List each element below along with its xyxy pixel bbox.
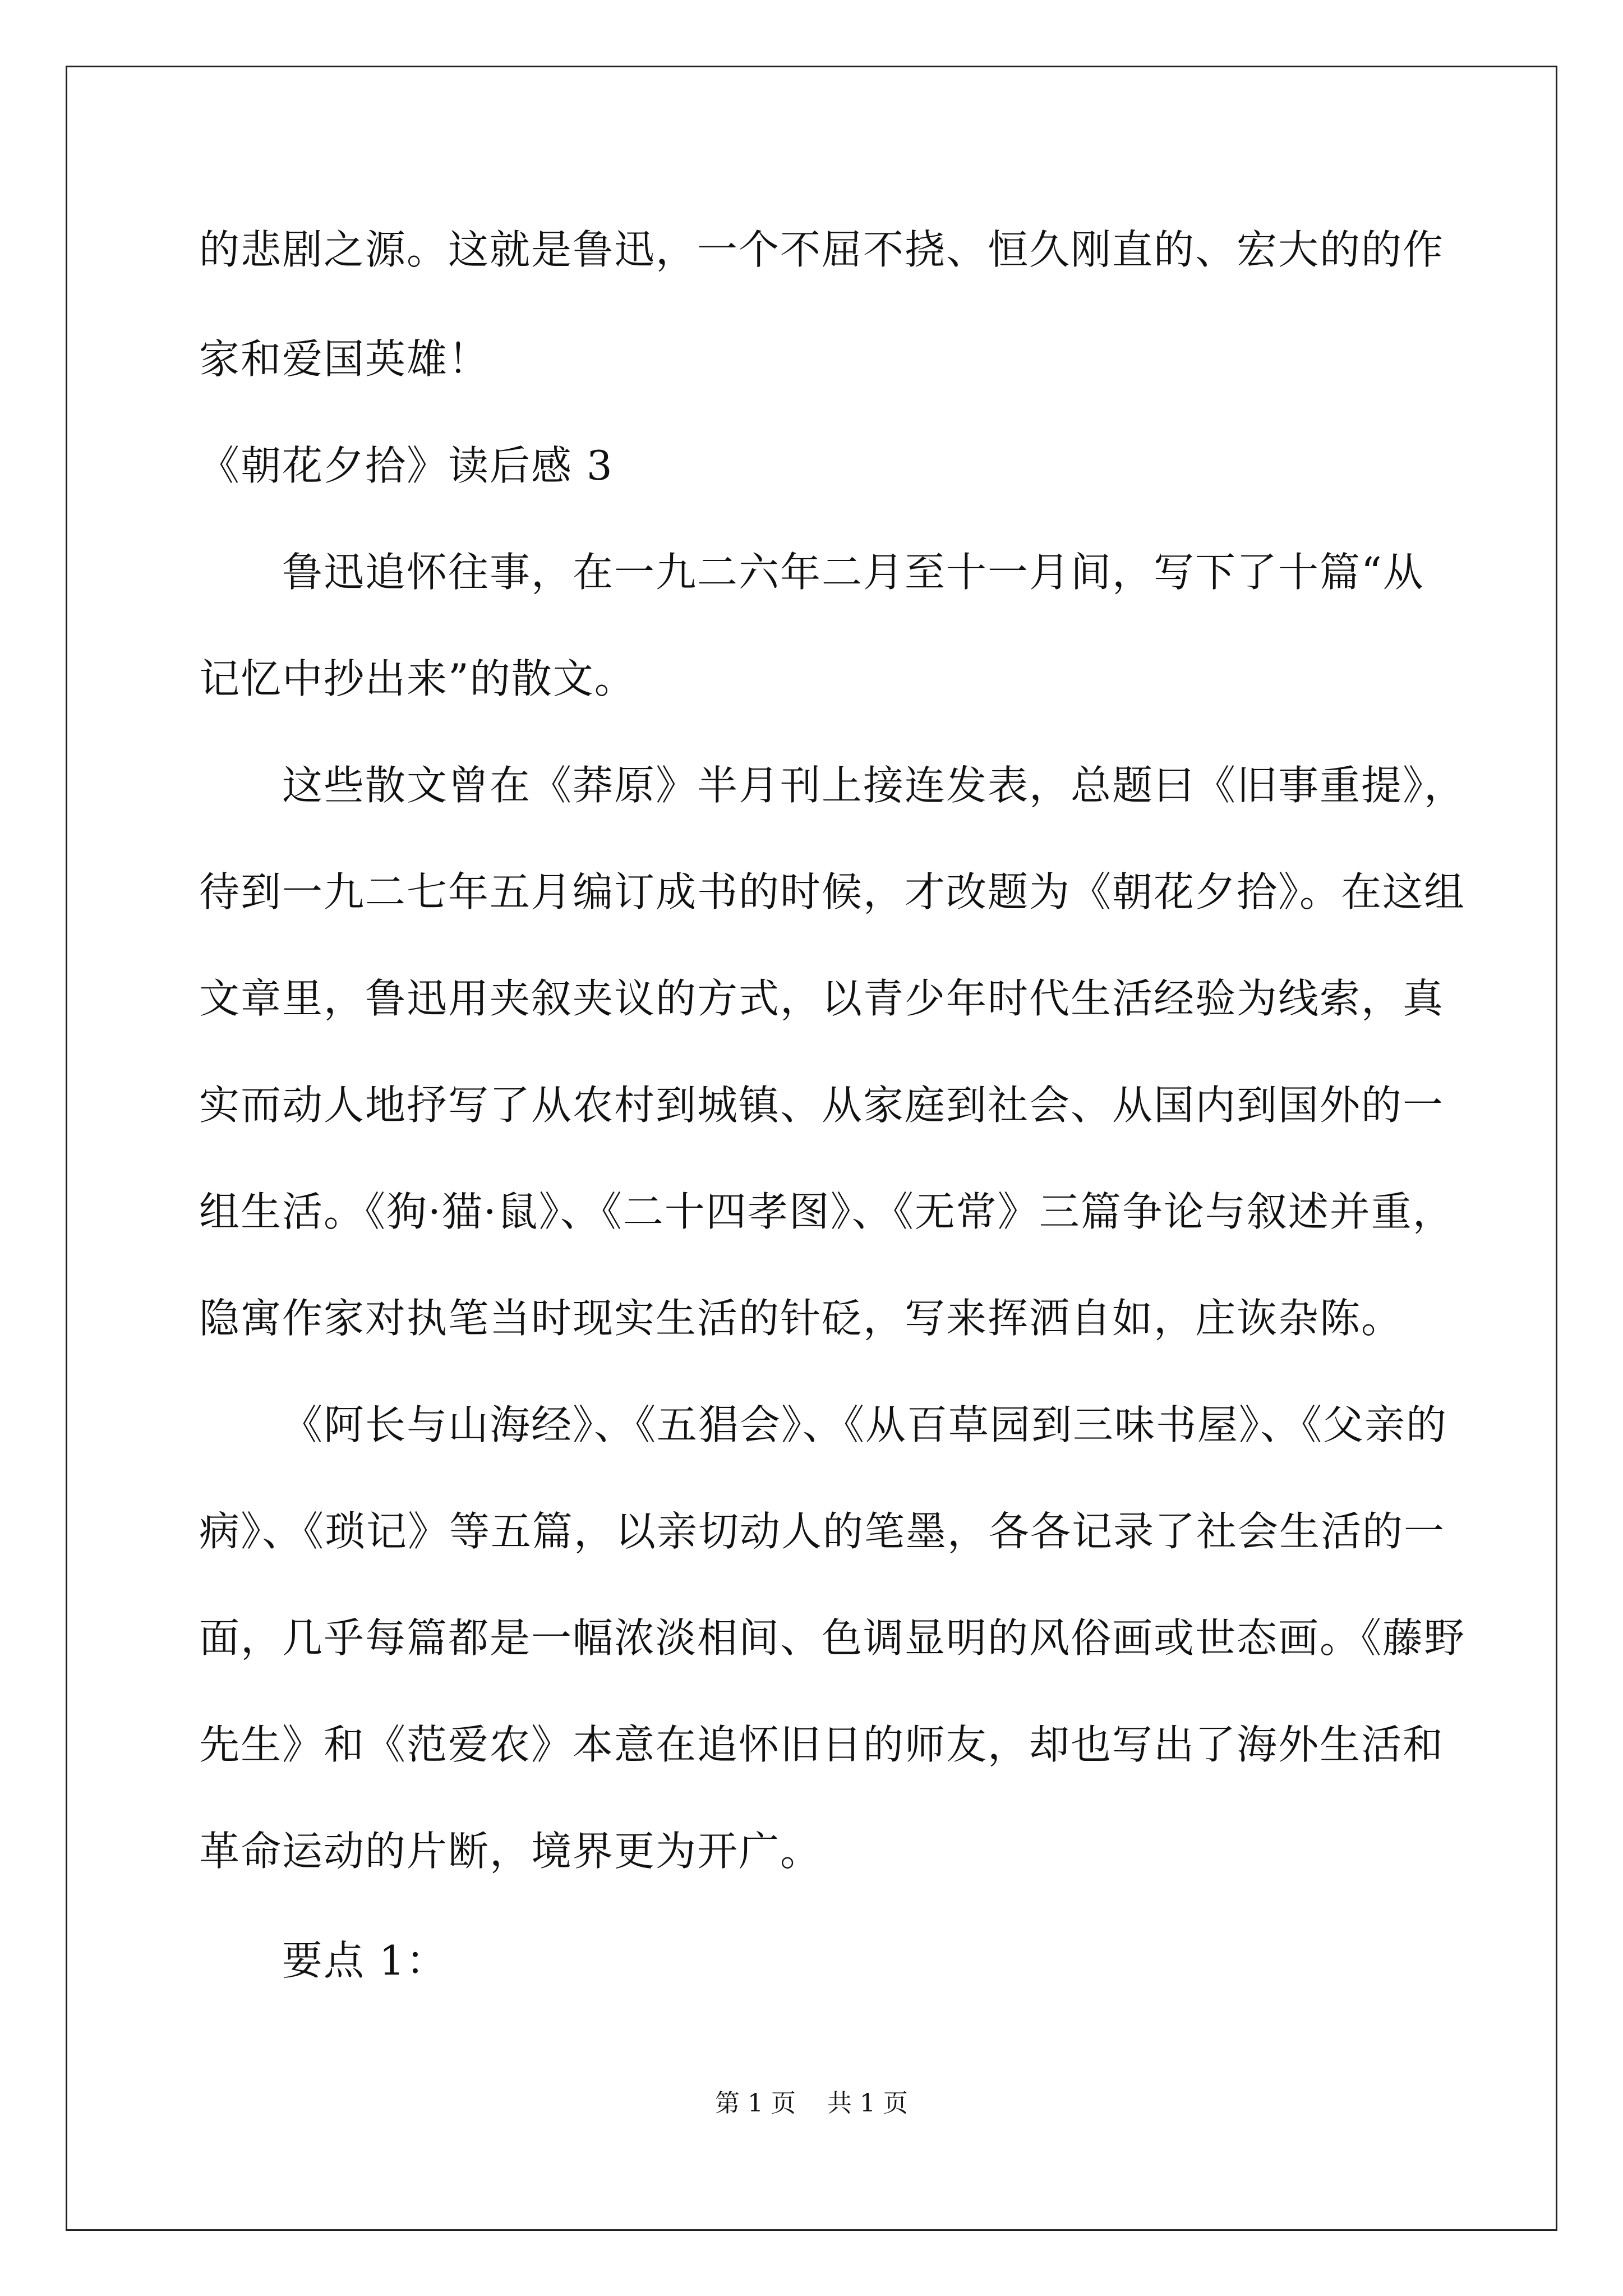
text-line: 文章里，鲁迅用夹叙夹议的方式，以青少年时代生活经验为线索，真 bbox=[199, 975, 1445, 1022]
page-border bbox=[66, 66, 1557, 2231]
text-line: 面，几乎每篇都是一幅浓淡相间、色调显明的风俗画或世态画。《藤野 bbox=[199, 1614, 1466, 1662]
paragraph-start: 《阿长与山海经》、《五猖会》、《从百草园到三味书屋》、《父亲的 bbox=[282, 1401, 1448, 1448]
text-line: 病》、《琐记》等五篇，以亲切动人的笔墨，各各记录了社会生活的一 bbox=[199, 1508, 1446, 1555]
paragraph-start: 这些散文曾在《莽原》半月刊上接连发表，总题曰《旧事重提》， bbox=[282, 762, 1466, 809]
key-point-label: 要点 1： bbox=[282, 1937, 448, 1984]
text-line: 待到一九二七年五月编订成书的时候，才改题为《朝花夕拾》。在这组 bbox=[199, 868, 1466, 915]
text-line: 实而动人地抒写了从农村到城镇、从家庭到社会、从国内到国外的一 bbox=[199, 1082, 1445, 1129]
page-footer: 第 1 页 共 1 页 bbox=[715, 2089, 908, 2118]
text-line: 组生活。《狗·猫·鼠》、《二十四孝图》、《无常》三篇争论与叙述并重， bbox=[199, 1188, 1454, 1235]
text-line: 隐寓作家对执笔当时现实生活的针砭，写来挥洒自如，庄诙杂陈。 bbox=[199, 1295, 1403, 1342]
text-line: 记忆中抄出来”的散文。 bbox=[199, 655, 636, 702]
text-line: 革命运动的片断，境界更为开广。 bbox=[199, 1828, 822, 1875]
section-title: 《朝花夕拾》读后感 3 bbox=[199, 442, 614, 489]
text-line: 家和爱国英雄！ bbox=[199, 335, 490, 383]
text-line: 的悲剧之源。这就是鲁迅，一个不屈不挠、恒久刚直的、宏大的的作 bbox=[199, 226, 1445, 273]
paragraph-start: 鲁迅追怀往事，在一九二六年二月至十一月间，写下了十篇“从 bbox=[282, 549, 1424, 596]
text-line: 先生》和《范爱农》本意在追怀旧日的师友，却也写出了海外生活和 bbox=[199, 1721, 1445, 1768]
